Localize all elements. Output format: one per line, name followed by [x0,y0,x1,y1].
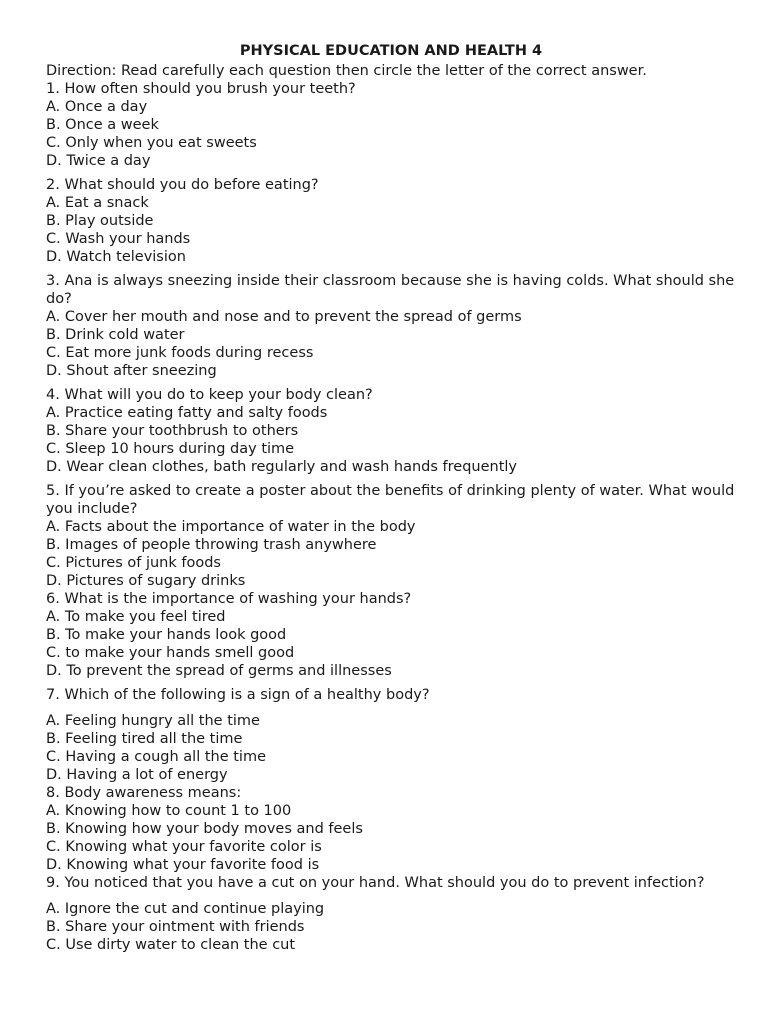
choice-b: B. Share your ointment with friends [46,919,305,935]
choice-b: B. Feeling tired all the time [46,731,243,747]
choice-c: C. Only when you eat sweets [46,135,257,151]
question-2 [46,176,736,266]
choice-c: C. Use dirty water to clean the cut [46,937,296,953]
choice-d: D. Shout after sneezing [46,363,217,379]
choice-c: C. Knowing what your favorite color is [46,839,322,855]
choice-b: B. Images of people throwing trash anywhere [46,537,377,553]
question-stem: 2. What should you do before eating? [46,177,319,193]
choice-a: A. Ignore the cut and continue playing [46,901,325,917]
choice-b: B. Play outside [46,213,154,229]
question-stem: 3. Ana is always sneezing inside their classroom because she is having colds. What should she do? [46,273,735,307]
choice-a: A. Facts about the importance of water in the body [46,519,416,535]
choice-d: D. To prevent the spread of germs and illnesses [46,663,392,679]
choice-a: A. Practice eating fatty and salty foods [46,405,328,421]
choice-c: C. Sleep 10 hours during day time [46,441,295,457]
question-stem: 6. What is the importance of washing your hands? [46,591,412,607]
question-stem: 5. If you’re asked to create a poster about the benefits of drinking plenty of water. What would you include? [46,483,735,517]
choice-c: C. Eat more junk foods during recess [46,345,314,361]
choice-b: B. Knowing how your body moves and feels [46,821,363,837]
choice-d: D. Knowing what your favorite food is [46,857,320,873]
question-stem: 4. What will you do to keep your body clean? [46,387,373,403]
choice-c: C. Having a cough all the time [46,749,266,765]
choice-c: C. Wash your hands [46,231,191,247]
choice-a: A. Once a day [46,99,148,115]
choice-d: D. Having a lot of energy [46,767,228,783]
choice-a: A. To make you feel tired [46,609,226,625]
question-9 [46,874,736,954]
choice-b: B. Share your toothbrush to others [46,423,299,439]
question-8 [46,784,736,874]
question-stem: 7. Which of the following is a sign of a healthy body? [46,687,430,703]
worksheet-page [46,40,736,954]
choice-a: A. Cover her mouth and nose and to prevent the spread of germs [46,309,522,325]
question-5 [46,482,736,590]
choice-b: B. Drink cold water [46,327,185,343]
question-stem: 8. Body awareness means: [46,785,242,801]
question-6 [46,590,736,680]
choice-c: C. to make your hands smell good [46,645,295,661]
worksheet-title: PHYSICAL EDUCATION AND HEALTH 4 [239,43,543,59]
choice-d: D. Wear clean clothes, bath regularly and wash hands frequently [46,459,518,475]
question-1 [46,80,736,170]
question-4 [46,386,736,476]
choice-b: B. Once a week [46,117,159,133]
choice-d: D. Twice a day [46,153,151,169]
choice-a: A. Eat a snack [46,195,149,211]
question-7 [46,686,736,784]
question-stem: 1. How often should you brush your teeth? [46,81,356,97]
choice-d: D. Watch television [46,249,186,265]
choice-a: A. Feeling hungry all the time [46,713,260,729]
question-stem: 9. You noticed that you have a cut on your hand. What should you do to prevent infection? [46,875,705,891]
question-3 [46,272,736,380]
choice-c: C. Pictures of junk foods [46,555,221,571]
directions: Direction: Read carefully each question then circle the letter of the correct answer. [46,63,647,79]
choice-b: B. To make your hands look good [46,627,287,643]
choice-d: D. Pictures of sugary drinks [46,573,246,589]
choice-a: A. Knowing how to count 1 to 100 [46,803,292,819]
